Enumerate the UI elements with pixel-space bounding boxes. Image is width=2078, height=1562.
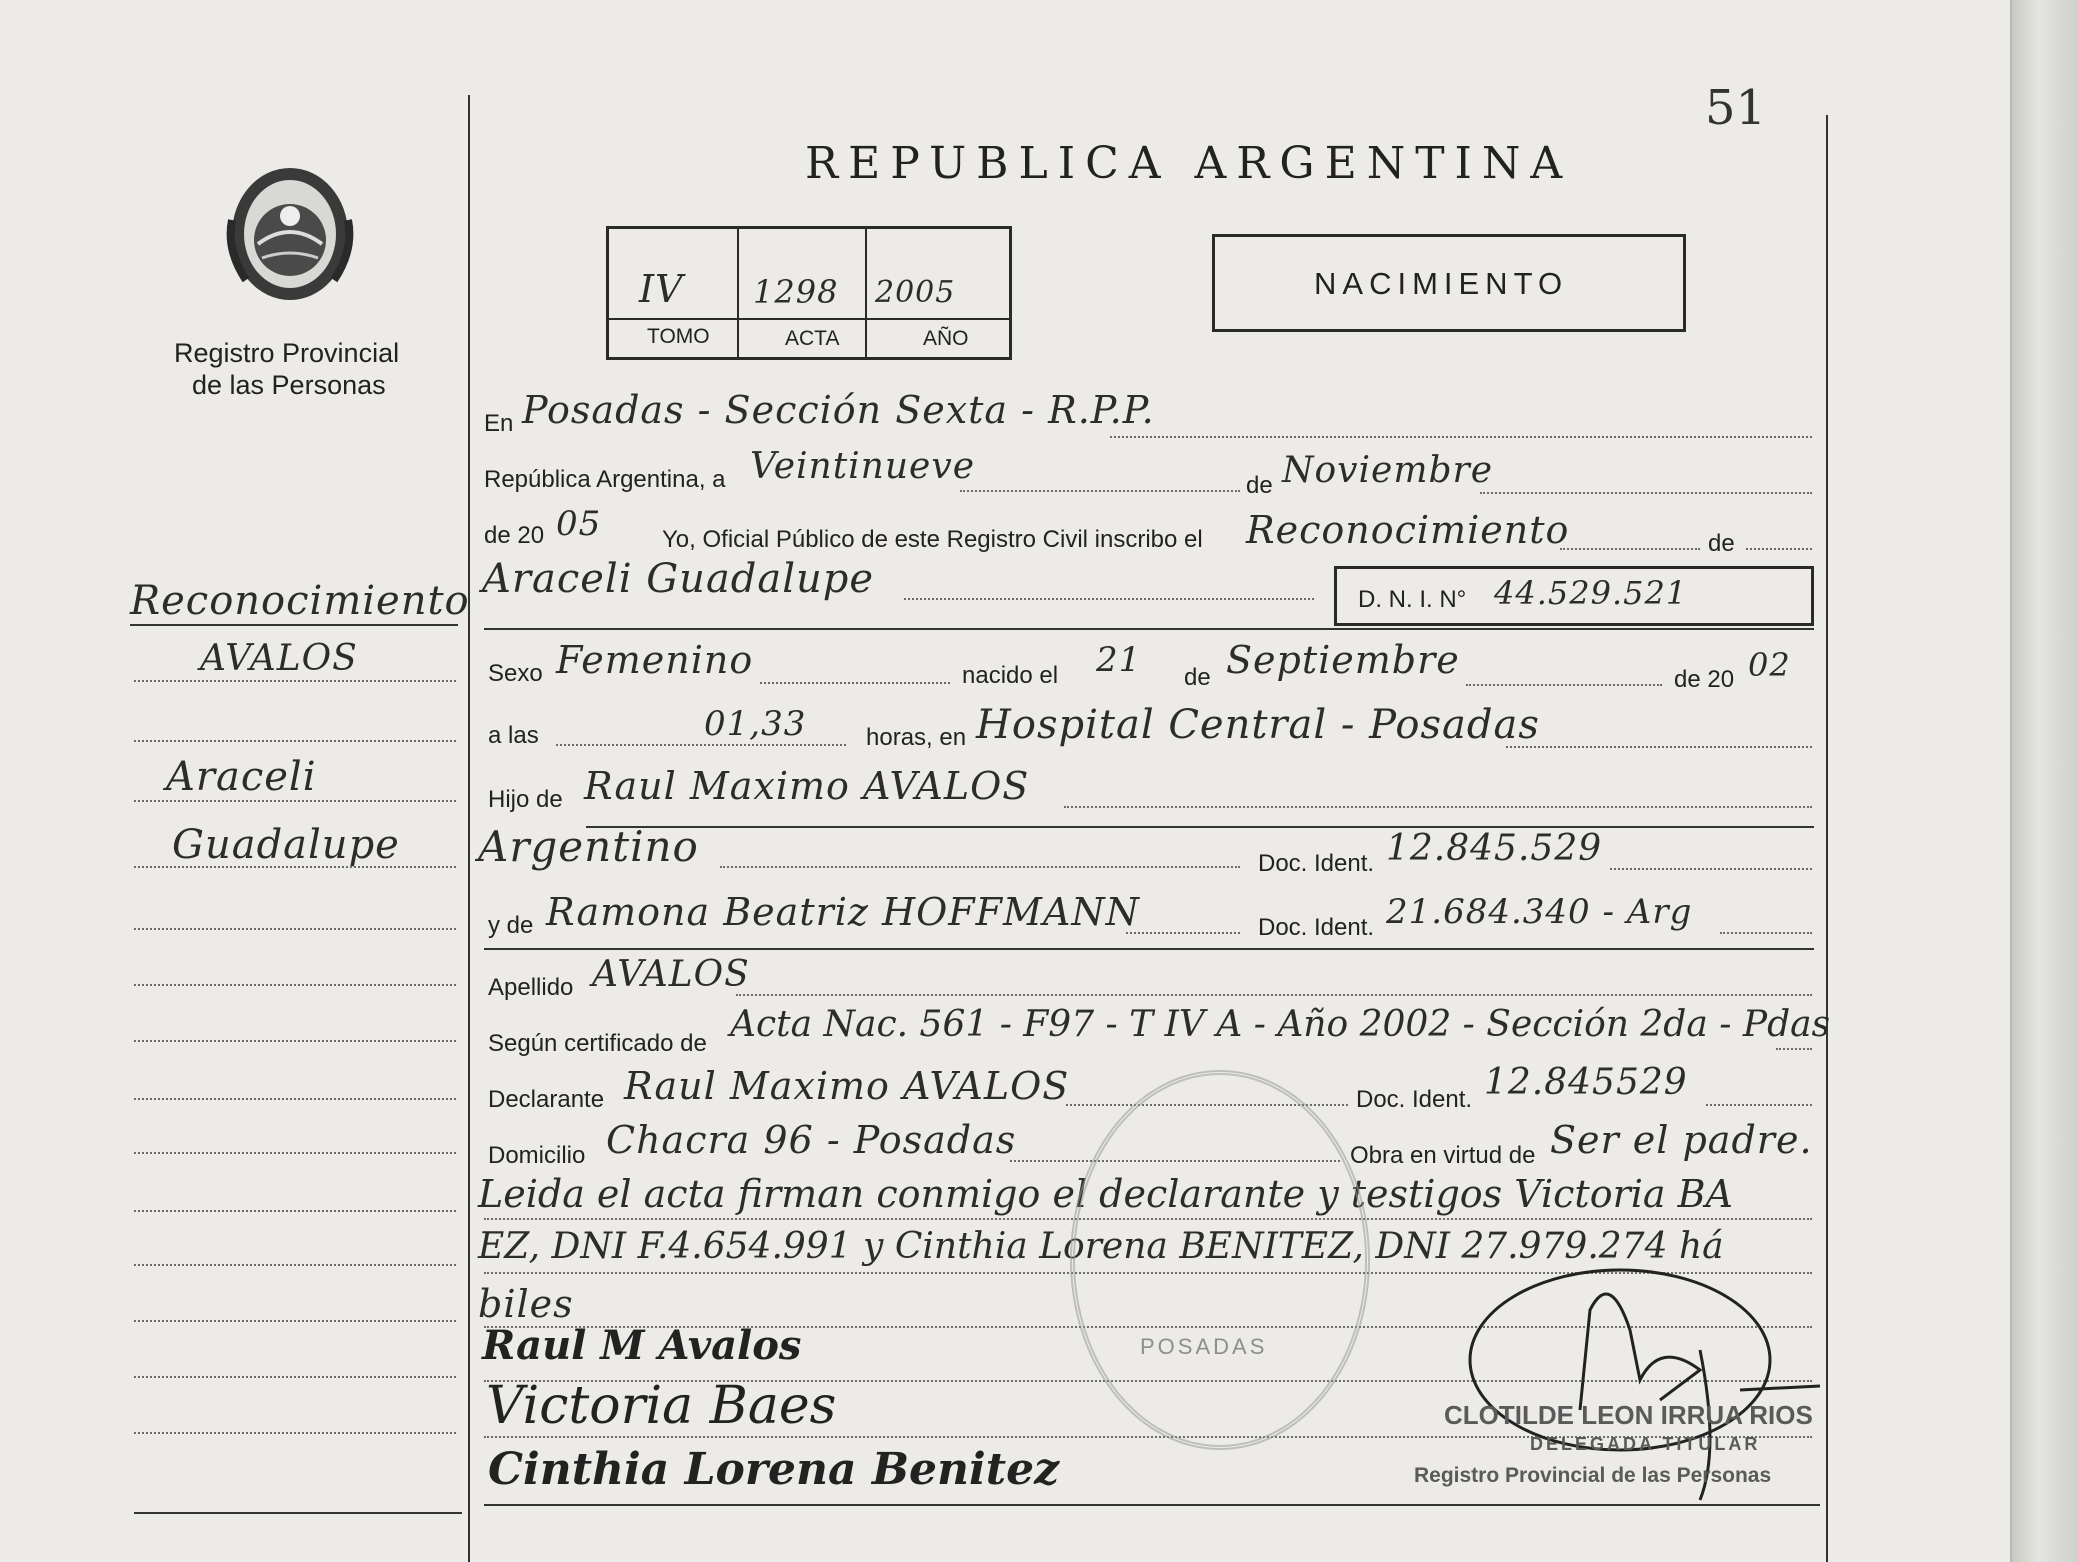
official-stamp-office: Registro Provincial de las Personas (1414, 1464, 1772, 1487)
fill-line (1720, 932, 1812, 934)
margin-line (134, 1098, 456, 1100)
dni-label: D. N. I. N° (1358, 586, 1467, 613)
margin-note-middle-name: Guadalupe (172, 822, 400, 868)
declarante-doc-label: Doc. Ident. (1356, 1086, 1473, 1113)
fill-line (736, 994, 1812, 996)
birth-place: Hospital Central - Posadas (976, 702, 1540, 748)
fill-line (1466, 684, 1662, 686)
fill-line (1610, 868, 1812, 870)
closing-line-3: biles (478, 1282, 574, 1326)
fill-line (760, 682, 950, 684)
person-name: Araceli Guadalupe (482, 556, 875, 602)
de20-label: de 20 (484, 522, 545, 549)
margin-line (134, 984, 456, 986)
apellido-value: AVALOS (592, 954, 750, 995)
tomo-label: TOMO (647, 325, 710, 348)
birth-day: 21 (1096, 640, 1142, 680)
domicilio-value: Chacra 96 - Posadas (606, 1118, 1017, 1162)
reference-table (606, 226, 1012, 360)
birth-year-suffix: 02 (1748, 646, 1791, 684)
year-suffix: 05 (556, 504, 602, 544)
official-stamp-name: CLOTILDE LEON IRRUA RIOS (1444, 1400, 1813, 1430)
mother-name: Ramona Beatriz HOFFMANN (546, 890, 1140, 934)
fill-line (960, 490, 1240, 492)
alas-label: a las (488, 722, 539, 749)
oficial-text: Yo, Oficial Público de este Registro Civil inscribo el (662, 526, 1203, 553)
fill-line (1110, 436, 1812, 438)
page-edge (2012, 0, 2078, 1562)
father-doc: 12.845.529 (1386, 828, 1603, 869)
domicilio-label: Domicilio (488, 1142, 586, 1169)
fill-line (720, 866, 1240, 868)
seal-center-text: POSADAS (1140, 1334, 1268, 1359)
provincial-emblem (222, 160, 358, 308)
margin-line (134, 866, 456, 868)
fill-line (1064, 806, 1812, 808)
anio-value: 2005 (875, 275, 956, 310)
tomo-value: IV (639, 267, 684, 311)
father-name: Raul Maximo AVALOS (584, 764, 1030, 808)
registry-name-line2: de las Personas (192, 370, 386, 400)
de-label: de (1246, 472, 1273, 499)
acta-value: 1298 (753, 273, 839, 311)
margin-note-act: Reconocimiento (130, 578, 470, 624)
official-stamp-role: DELEGADA TITULAR (1530, 1434, 1761, 1454)
fill-line (1506, 746, 1812, 748)
birth-time: 01,33 (704, 704, 807, 744)
closing-line-1: Leida el acta firman conmigo el declarante y testigos Victoria BA (478, 1172, 1734, 1216)
mother-doc: 21.684.340 - Arg (1386, 892, 1693, 932)
day-value: Veintinueve (750, 446, 975, 487)
fill-line (1560, 548, 1700, 550)
signature-witness-2: Cinthia Lorena Benitez (488, 1444, 1060, 1495)
de-label-2: de (1708, 530, 1735, 557)
sexo-label: Sexo (488, 660, 543, 687)
registry-name-line1: Registro Provincial (174, 338, 400, 368)
declarante-value: Raul Maximo AVALOS (624, 1064, 1070, 1108)
margin-line (134, 1432, 456, 1434)
country-title: REPUBLICA ARGENTINA (805, 138, 1573, 189)
signature-declarant: Raul M Avalos (482, 1322, 802, 1369)
left-column-rule (468, 95, 470, 1562)
apellido-label: Apellido (488, 974, 574, 1001)
margin-line (134, 928, 456, 930)
margin-note-first-name: Araceli (166, 754, 317, 800)
section-rule (484, 948, 1814, 950)
birth-month: Septiembre (1226, 638, 1460, 682)
record-type-label: NACIMIENTO (1314, 266, 1569, 301)
nacido-label: nacido el (962, 662, 1059, 689)
margin-line (134, 1040, 456, 1042)
fill-line (556, 744, 846, 746)
page-number: 51 (1705, 80, 1767, 136)
father-nationality: Argentino (478, 822, 699, 871)
yde-label: y de (488, 912, 534, 939)
en-label: En (484, 410, 514, 437)
margin-bottom-rule (134, 1512, 462, 1514)
anio-label: AÑO (923, 327, 969, 350)
margin-line (134, 1210, 456, 1212)
margin-line (134, 1152, 456, 1154)
hijo-label: Hijo de (488, 786, 563, 813)
horas-label: horas, en (866, 724, 967, 751)
field-rule (586, 826, 1814, 828)
segun-label: Según certificado de (488, 1030, 707, 1057)
fill-line (1746, 548, 1812, 550)
de20-label-2: de 20 (1674, 666, 1735, 693)
act-value: Reconocimiento (1246, 508, 1570, 552)
en-value: Posadas - Sección Sexta - R.P.P. (522, 388, 1155, 432)
obra-label: Obra en virtud de (1350, 1142, 1536, 1169)
dni-value: 44.529.521 (1494, 574, 1688, 612)
declarante-label: Declarante (488, 1086, 605, 1113)
margin-line (134, 740, 456, 742)
margin-note-surname: AVALOS (200, 638, 358, 679)
fill-line (1480, 492, 1812, 494)
fill-line (1706, 1104, 1812, 1106)
fill-line (1776, 1048, 1812, 1050)
section-rule (484, 628, 1814, 630)
obra-value: Ser el padre. (1550, 1118, 1813, 1162)
closing-line-2: EZ, DNI F.4.654.991 y Cinthia Lorena BENITEZ, DNI 27.979.274 há (478, 1226, 1724, 1267)
margin-line (134, 800, 456, 802)
father-doc-label: Doc. Ident. (1258, 850, 1375, 877)
registry-seal (1070, 1070, 1370, 1450)
declarante-doc: 12.845529 (1484, 1062, 1688, 1103)
fill-line (904, 598, 1314, 600)
signature-witness-1: Victoria Baes (486, 1376, 837, 1436)
margin-note-underline (130, 624, 458, 626)
month-value: Noviembre (1282, 450, 1494, 491)
segun-value: Acta Nac. 561 - F97 - T IV A - Año 2002 - Sección 2da - Pdas (730, 1004, 1831, 1045)
fill-line (1126, 932, 1240, 934)
margin-line (134, 1376, 456, 1378)
acta-label: ACTA (785, 327, 840, 350)
republica-label: República Argentina, a (484, 466, 726, 493)
de-label-3: de (1184, 664, 1211, 691)
margin-line (134, 1320, 456, 1322)
sexo-value: Femenino (556, 638, 754, 682)
margin-line (134, 680, 456, 682)
margin-line (134, 1264, 456, 1266)
mother-doc-label: Doc. Ident. (1258, 914, 1375, 941)
